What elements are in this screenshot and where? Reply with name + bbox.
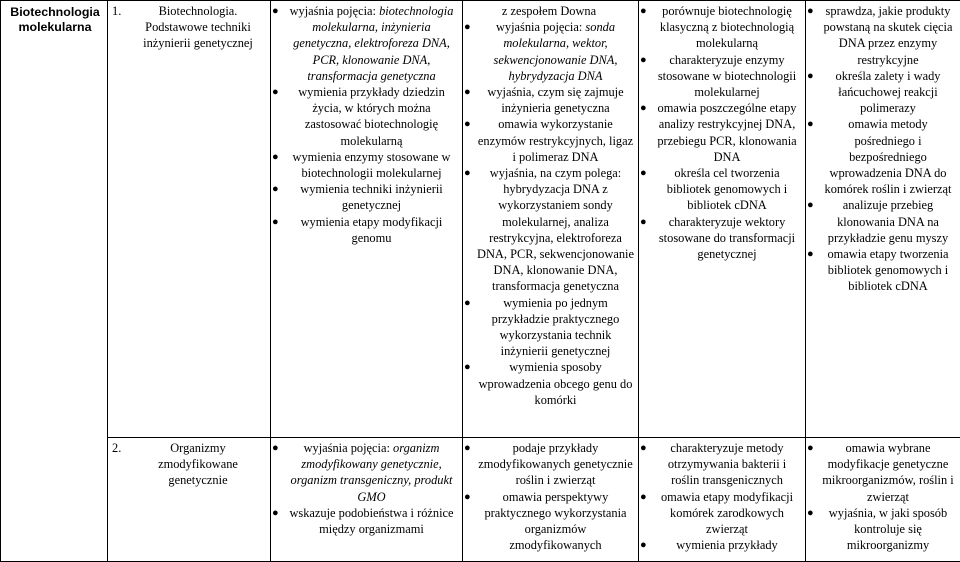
list-item-text: charakteryzuje wektory stosowane do transformacji genetycznej (659, 215, 795, 261)
list-item-text: omawia poszczególne etapy analizy restrykcyjnej DNA, przebiegu PCR, klonowania DNA (657, 101, 796, 164)
bullet-icon: ● (464, 489, 471, 505)
requirement-list (272, 3, 458, 246)
list-item (640, 214, 801, 263)
bullet-icon: ● (464, 440, 471, 456)
bullet-icon: ● (464, 84, 471, 100)
section-title: Biotechnologia molekularna (6, 5, 104, 35)
list-item (464, 116, 634, 165)
bullet-icon: ● (640, 52, 647, 68)
list-item-text: określa cel tworzenia bibliotek genomowych i bibliotek cDNA (667, 166, 787, 212)
req-cell (271, 438, 463, 562)
list-item (640, 52, 801, 101)
bullet-icon: ● (464, 359, 471, 375)
list-item (807, 68, 956, 117)
list-item (807, 440, 956, 505)
table-row-1 (1, 1, 960, 438)
list-item-text: podaje przykłady zmodyfikowanych genetycznie roślin i zwierząt (478, 441, 632, 487)
list-item (640, 537, 801, 553)
list-item-text: wyjaśnia pojęcia: (290, 4, 376, 18)
list-item-text: wyjaśnia, na czym polega: hybrydyzacja DNA z wykorzystaniem sondy molekularnej, analiza restrykcyjna, elektroforeza DNA, PCR, sekwencjonowanie DNA, klonowanie DNA, transformacja genetyczna (477, 166, 634, 293)
list-item (464, 84, 634, 116)
topic-title: Biotechnologia. Podstawowe techniki inżynierii genetycznej (130, 3, 266, 52)
list-item-text: wymienia przykłady dziedzin życia, w których można zastosować biotechnologię molekularną (298, 85, 445, 148)
list-item (640, 3, 801, 52)
req-cell (806, 1, 960, 438)
topic-cell-2 (108, 438, 271, 562)
req-cell (463, 438, 639, 562)
list-item-text: porównuje biotechnologię klasyczną z biotechnologią molekularną (660, 4, 794, 50)
list-item (272, 149, 458, 181)
list-item-text: wymienia enzymy stosowane w biotechnologii molekularnej (293, 150, 451, 180)
topic-cell-1 (108, 1, 271, 438)
list-item (807, 246, 956, 295)
list-item (272, 440, 458, 505)
list-item (272, 84, 458, 149)
list-item-text: charakteryzuje metody otrzymywania bakterii i roślin transgenicznych (668, 441, 786, 487)
list-item (464, 489, 634, 554)
req-cell (639, 1, 806, 438)
bullet-icon: ● (272, 181, 279, 197)
continued-text: z zespołem Downa (464, 3, 634, 19)
bullet-icon: ● (464, 165, 471, 181)
list-item (807, 3, 956, 68)
list-item-text: wymienia etapy modyfikacji genomu (301, 215, 443, 245)
bullet-icon: ● (640, 489, 647, 505)
list-item (807, 116, 956, 197)
requirement-list (640, 440, 801, 553)
list-item-text: analizuje przebieg klonowania DNA na przykładzie genu myszy (828, 198, 948, 244)
bullet-icon: ● (272, 84, 279, 100)
bullet-icon: ● (272, 214, 279, 230)
topic-number: 1. (112, 3, 130, 52)
requirement-list (272, 440, 458, 537)
bullet-icon: ● (807, 246, 814, 262)
list-item (464, 19, 634, 84)
list-item (272, 3, 458, 84)
list-item (272, 505, 458, 537)
requirement-list (807, 3, 956, 295)
list-item-text: określa zalety i wady łańcuchowej reakcji polimerazy (836, 69, 941, 115)
term-list: biotechnologia molekularna, inżynieria genetyczna, elektroforeza DNA, PCR, klonowanie DNA, transformacja genetyczna (293, 4, 453, 83)
bullet-icon: ● (464, 116, 471, 132)
requirement-list (464, 440, 634, 553)
list-item-text: omawia etapy modyfikacji komórek zarodkowych zwierząt (661, 490, 793, 536)
req-cell (463, 1, 639, 438)
term-list: organizm zmodyfikowany genetycznie, organizm transgeniczny, produkt GMO (291, 441, 453, 504)
list-item (640, 489, 801, 538)
bullet-icon: ● (272, 440, 279, 456)
list-item-text: omawia metody pośredniego i bezpośredniego wprowadzenia DNA do komórek roślin i zwierząt (825, 117, 952, 196)
list-item-text: omawia etapy tworzenia bibliotek genomowych i bibliotek cDNA (827, 247, 948, 293)
bullet-icon: ● (640, 440, 647, 456)
table-row-2 (1, 438, 960, 562)
req-cell (639, 438, 806, 562)
list-item-text: wymienia techniki inżynierii genetycznej (300, 182, 442, 212)
list-item-text: wymienia przykłady (676, 538, 778, 552)
bullet-icon: ● (807, 197, 814, 213)
bullet-icon: ● (640, 165, 647, 181)
bullet-icon: ● (272, 505, 279, 521)
bullet-icon: ● (807, 3, 814, 19)
list-item (640, 440, 801, 489)
list-item (464, 295, 634, 360)
bullet-icon: ● (807, 116, 814, 132)
bullet-icon: ● (807, 505, 814, 521)
requirement-list (640, 3, 801, 262)
list-item (464, 440, 634, 489)
bullet-icon: ● (640, 537, 647, 553)
list-item (272, 214, 458, 246)
list-item (640, 165, 801, 214)
term-list: sonda molekularna, wektor, sekwencjonowanie DNA, hybrydyzacja DNA (494, 20, 618, 83)
list-item-text: wymienia po jednym przykładzie praktycznego wykorzystania technik inżynierii genetycznej (492, 296, 620, 359)
bullet-icon: ● (807, 68, 814, 84)
list-item-text: wyjaśnia pojęcia: (304, 441, 390, 455)
bullet-icon: ● (464, 19, 471, 35)
list-item-text: wyjaśnia pojęcia: (496, 20, 582, 34)
list-item (464, 359, 634, 408)
bullet-icon: ● (640, 100, 647, 116)
requirement-list (464, 19, 634, 408)
list-item-text: wskazuje podobieństwa i różnice między organizmami (289, 506, 453, 536)
bullet-icon: ● (640, 3, 647, 19)
list-item-text: omawia wybrane modyfikacje genetyczne mikroorganizmów, roślin i zwierząt (822, 441, 953, 504)
section-cell (1, 1, 108, 562)
bullet-icon: ● (807, 440, 814, 456)
bullet-icon: ● (640, 214, 647, 230)
list-item (464, 165, 634, 295)
bullet-icon: ● (464, 295, 471, 311)
list-item-text: omawia wykorzystanie enzymów restrykcyjnych, ligaz i polimeraz DNA (478, 117, 633, 163)
list-item-text: wymienia sposoby wprowadzenia obcego genu do komórki (479, 360, 633, 406)
list-item-text: sprawdza, jakie produkty powstaną na skutek cięcia DNA przez enzymy restrykcyjne (823, 4, 952, 67)
list-item (272, 181, 458, 213)
req-cell (806, 438, 960, 562)
list-item (807, 505, 956, 554)
topic-title: Organizmy zmodyfikowane genetycznie (130, 440, 266, 489)
req-cell (271, 1, 463, 438)
list-item (807, 197, 956, 246)
requirement-list (807, 440, 956, 553)
bullet-icon: ● (272, 3, 279, 19)
list-item (640, 100, 801, 165)
list-item-text: omawia perspektywy praktycznego wykorzystania organizmów zmodyfikowanych (484, 490, 626, 553)
list-item-text: wyjaśnia, w jaki sposób kontroluje się mikroorganizmy (829, 506, 947, 552)
topic-number: 2. (112, 440, 130, 489)
bullet-icon: ● (272, 149, 279, 165)
list-item-text: wyjaśnia, czym się zajmuje inżynieria genetyczna (487, 85, 623, 115)
list-item-text: charakteryzuje enzymy stosowane w biotechnologii molekularnej (658, 53, 796, 99)
